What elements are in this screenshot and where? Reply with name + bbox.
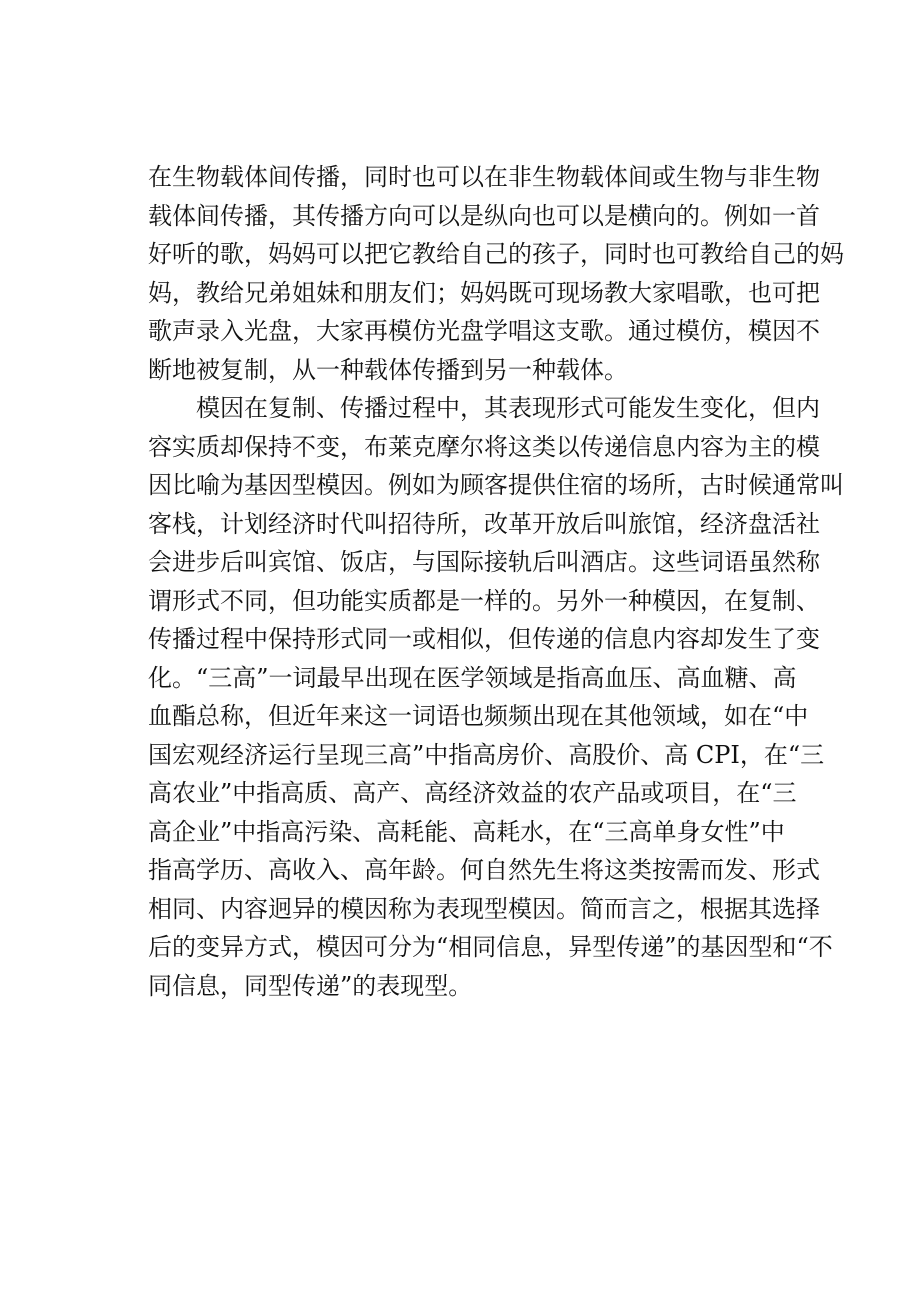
text-line: 传播过程中保持形式同一或相似，但传递的信息内容却发生了变 bbox=[148, 625, 820, 653]
text-line: 模因在复制、传播过程中，其表现形式可能发生变化，但内 bbox=[196, 394, 820, 422]
text-line: 好听的歌，妈妈可以把它教给自己的孩子，同时也可教给自己的妈 bbox=[148, 240, 844, 268]
text-line: 化。“三高”一词最早出现在医学领域是指高血压、高血糖、高 bbox=[148, 663, 797, 692]
text-line: 在生物载体间传播，同时也可以在非生物载体间或生物与非生物 bbox=[148, 163, 820, 191]
text-line: 相同、内容迥异的模因称为表现型模因。简而言之，根据其选择 bbox=[148, 894, 820, 923]
text-line: 歌声录入光盘，大家再模仿光盘学唱这支歌。通过模仿，模因不 bbox=[148, 317, 820, 345]
text-line: 同信息，同型传递”的表现型。 bbox=[148, 971, 473, 1000]
text-line: 国宏观经济运行呈现三高”中指高房价、高股价、高 CPI，在“三 bbox=[148, 740, 825, 769]
text-line: 指高学历、高收入、高年龄。何自然先生将这类按需而发、形式 bbox=[148, 856, 820, 884]
text-line: 会进步后叫宾馆、饭店，与国际接轨后叫酒店。这些词语虽然称 bbox=[148, 548, 820, 576]
text-line: 后的变异方式，模因可分为“相同信息，异型传递”的基因型和“不 bbox=[148, 933, 833, 961]
text-line: 血酯总称，但近年来这一词语也频频出现在其他领域，如在“中 bbox=[148, 702, 809, 730]
paragraph-1 bbox=[148, 158, 844, 389]
paragraph-2 bbox=[148, 389, 844, 1005]
text-line: 断地被复制，从一种载体传播到另一种载体。 bbox=[148, 355, 628, 384]
text-line: 客栈，计划经济时代叫招待所，改革开放后叫旅馆，经济盘活社 bbox=[148, 509, 820, 538]
text-line: 载体间传播，其传播方向可以是纵向也可以是横向的。例如一首 bbox=[148, 201, 820, 230]
text-line: 因比喻为基因型模因。例如为顾客提供住宿的场所，古时候通常叫 bbox=[148, 471, 844, 499]
text-line: 容实质却保持不变，布莱克摩尔将这类以传递信息内容为主的模 bbox=[148, 432, 820, 461]
text-line: 高农业”中指高质、高产、高经济效益的农产品或项目，在“三 bbox=[148, 779, 797, 807]
document-page bbox=[148, 158, 844, 1005]
text-line: 高企业”中指高污染、高耗能、高耗水，在“三高单身女性”中 bbox=[148, 817, 785, 846]
text-line: 妈，教给兄弟姐妹和朋友们；妈妈既可现场教大家唱歌，也可把 bbox=[148, 278, 820, 307]
text-line: 谓形式不同，但功能实质都是一样的。另外一种模因，在复制、 bbox=[148, 586, 820, 615]
